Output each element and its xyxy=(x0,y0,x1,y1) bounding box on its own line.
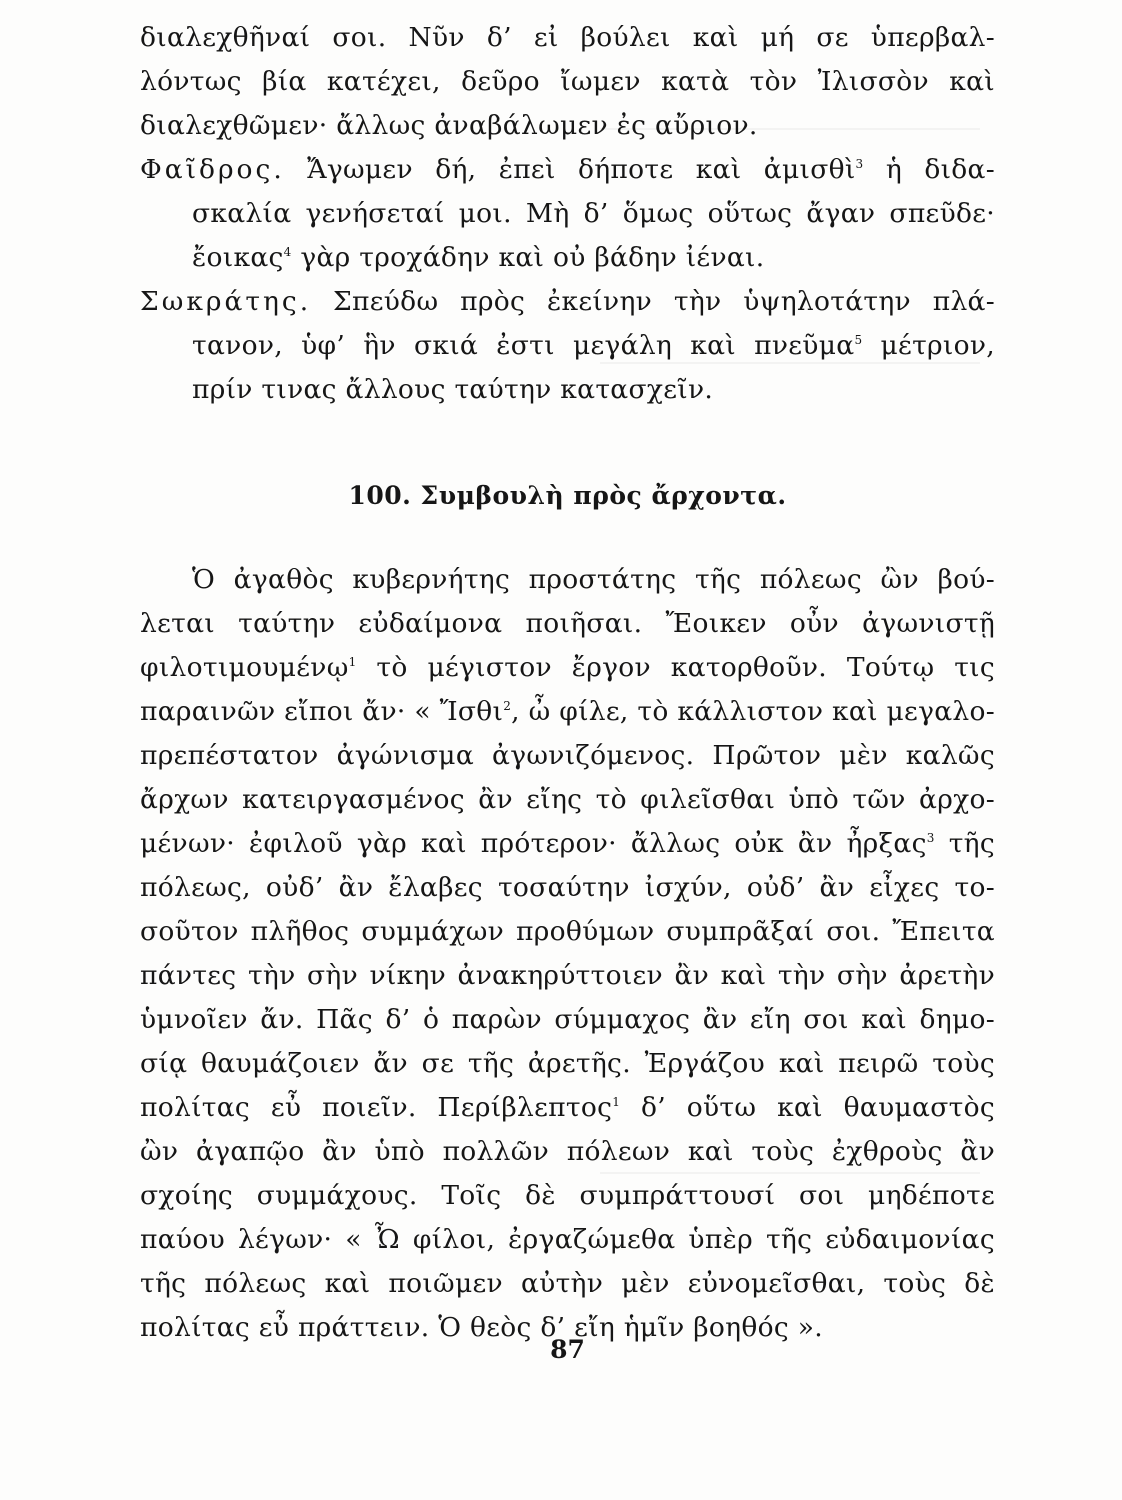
dialogue-line: διαλεχθῶμεν· ἄλλως ἀναβάλωμεν ἐς αὔριον. xyxy=(140,110,758,141)
paragraph-line: πάντες τὴν σὴν νίκην ἀνακηρύττοιεν ἂν καὶ τὴν σὴν ἀρετὴν xyxy=(140,960,995,991)
dialogue-line: σκαλία γενήσεταί μοι. Μὴ δ’ ὅμως οὕτως ἄγαν σπεῦδε· xyxy=(192,198,995,229)
dialogue-line: τανον, ὑφ’ ἣν σκιά ἐστι μεγάλη καὶ πνεῦμα$^5$ μέτριον, xyxy=(192,330,995,361)
page-number: 87 xyxy=(550,1335,585,1364)
paragraph-line: παραινῶν εἴποι ἄν· « Ἴσθι$^2$, ὦ φίλε, τὸ κάλλιστον καὶ μεγαλο- xyxy=(140,696,996,727)
advice-paragraph xyxy=(140,558,995,1350)
paragraph-line: σίᾳ θαυμάζοιεν ἄν σε τῆς ἀρετῆς. Ἐργάζου καὶ πειρῶ τοὺς xyxy=(140,1048,995,1079)
dialogue-line: ἔοικας$^4$ γὰρ τροχάδην καὶ οὐ βάδην ἰέναι. xyxy=(192,242,765,273)
dialogue-line: λόντως βία κατέχει, δεῦρο ἴωμεν κατὰ τὸν Ἰλισσὸν καὶ xyxy=(140,66,995,97)
dialogue-line: πρίν τινας ἄλλους ταύτην κατασχεῖν. xyxy=(192,374,714,405)
footnote-marker: 2 xyxy=(503,699,512,714)
paragraph-line: σχοίης συμμάχους. Τοῖς δὲ συμπράττουσί σοι μηδέποτε xyxy=(140,1180,995,1211)
section-heading: 100. Συμβουλὴ πρὸς ἄρχοντα. xyxy=(348,481,787,510)
paragraph-line: λεται ταύτην εὐδαίμονα ποιῆσαι. Ἔοικεν οὖν ἀγωνιστῇ xyxy=(140,608,995,639)
paragraph-line: ὑμνοῖεν ἄν. Πᾶς δ’ ὁ παρὼν σύμμαχος ἂν εἴη σοι καὶ δημο- xyxy=(140,1004,995,1035)
paragraph-line: πολίτας εὖ πράττειν. Ὁ θεὸς δ’ εἴη ἡμῖν βοηθός ». xyxy=(140,1312,823,1343)
footnote-marker: 1 xyxy=(612,1095,621,1110)
dialogue-line: διαλεχθῆναί σοι. Νῦν δ’ εἰ βούλει καὶ μή σε ὑπερβαλ- xyxy=(140,22,995,53)
footnote-marker: 5 xyxy=(854,333,863,348)
footnote-marker: 1 xyxy=(348,655,357,670)
dialogue-line: Φαῖδρος. Ἄγωμεν δή, ἐπεὶ δήποτε καὶ ἀμισθὶ$^3$ ἡ διδα- xyxy=(140,154,995,185)
dialogue-line: Σωκράτης. Σπεύδω πρὸς ἐκείνην τὴν ὑψηλοτάτην πλά- xyxy=(140,286,995,317)
paragraph-line: Ὁ ἀγαθὸς κυβερνήτης προστάτης τῆς πόλεως ὢν βού- xyxy=(192,564,995,595)
dialogue-block xyxy=(140,16,995,412)
paragraph-line: ὢν ἀγαπῷο ἂν ὑπὸ πολλῶν πόλεων καὶ τοὺς ἐχθροὺς ἂν xyxy=(140,1136,995,1167)
paragraph-line: ἄρχων κατειργασμένος ἂν εἴης τὸ φιλεῖσθαι ὑπὸ τῶν ἀρχο- xyxy=(140,784,995,815)
paragraph-line: πολίτας εὖ ποιεῖν. Περίβλεπτος$^1$ δ’ οὕτω καὶ θαυμαστὸς xyxy=(140,1092,995,1123)
footnote-marker: 4 xyxy=(283,245,292,260)
paragraph-line: σοῦτον πλῆθος συμμάχων προθύμων συμπρᾶξαί σοι. Ἔπειτα xyxy=(140,916,995,947)
footnote-marker: 3 xyxy=(926,831,935,846)
footnote-marker: 3 xyxy=(855,157,864,172)
paragraph-line: φιλοτιμουμένῳ$^1$ τὸ μέγιστον ἔργον κατορθοῦν. Τούτῳ τις xyxy=(140,652,995,683)
speaker-name: Σωκράτης. xyxy=(140,286,312,317)
paragraph-line: πόλεως, οὐδ’ ἂν ἔλαβες τοσαύτην ἰσχύν, οὐδ’ ἂν εἶχες το- xyxy=(140,872,995,903)
paragraph-line: πρεπέστατον ἀγώνισμα ἀγωνιζόμενος. Πρῶτον μὲν καλῶς xyxy=(140,740,995,771)
paragraph-line: μένων· ἐφιλοῦ γὰρ καὶ πρότερον· ἄλλως οὐκ ἂν ἦρξας$^3$ τῆς xyxy=(140,828,995,859)
speaker-name: Φαῖδρος. xyxy=(140,154,285,185)
paragraph-line: παύου λέγων· « Ὦ φίλοι, ἐργαζώμεθα ὑπὲρ τῆς εὐδαιμονίας xyxy=(140,1224,995,1255)
paragraph-line: τῆς πόλεως καὶ ποιῶμεν αὐτὴν μὲν εὐνομεῖσθαι, τοὺς δὲ xyxy=(140,1268,995,1299)
